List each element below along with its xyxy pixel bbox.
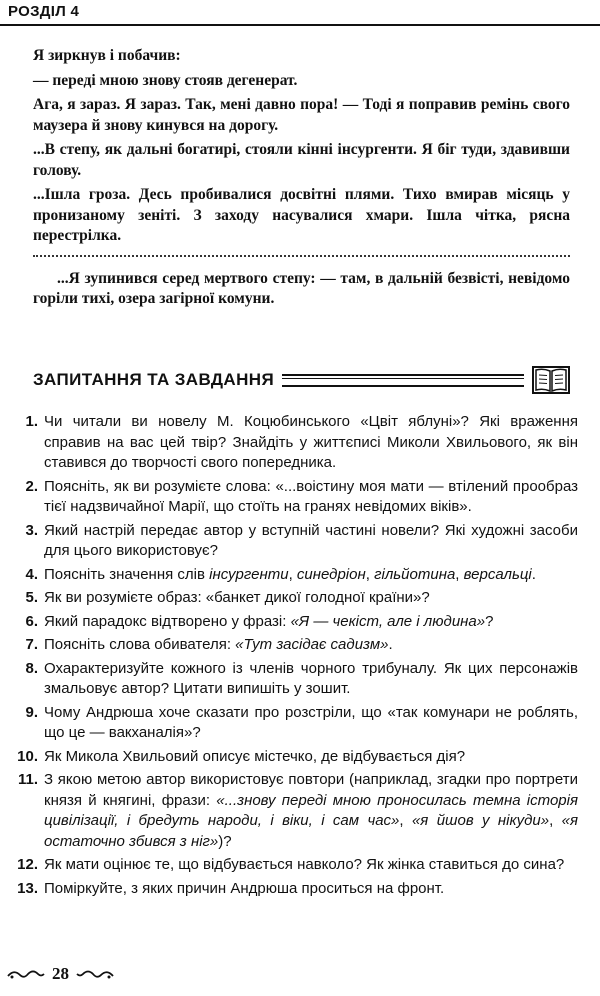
question-item [4, 747, 578, 768]
question-number: 10. [17, 747, 38, 765]
question-fragment: , [549, 812, 562, 829]
question-item [4, 635, 578, 656]
question-text [44, 588, 578, 609]
question-text [44, 879, 578, 900]
question-number: 1. [25, 413, 38, 430]
right-ornament-icon [75, 967, 115, 981]
question-number: 7. [25, 636, 38, 653]
question-fragment: , [365, 565, 375, 583]
question-number: 5. [25, 589, 38, 606]
excerpt-line: ...Ішла гроза. Десь пробивалися досвітні плями. Тихо вмирав місяць у пронизаному зеніті. З заходу насувалися хмари. Ішла чітка, рясна перестрілка. [33, 186, 570, 244]
question-item [4, 879, 578, 900]
question-number: 9. [25, 703, 38, 721]
question-fragment: Поміркуйте, з яких причин Андрюша проситься на фронт. [44, 879, 445, 897]
question-fragment: Охарактеризуйте кожного із членів чорного трибуналу. Як цих персонажів змальовує автор? Цитати випишіть у зошит. [44, 659, 578, 697]
question-emphasis: «я остаточно збився з ніг» [44, 812, 578, 850]
question-fragment: , [455, 565, 464, 583]
question-item [4, 855, 578, 876]
question-fragment: Поясніть слова обивателя: [44, 636, 236, 653]
question-emphasis: «Тут засідає садизм» [235, 636, 389, 653]
page-number: 28 [52, 964, 69, 983]
question-item [4, 703, 578, 744]
question-emphasis: «Я — чекіст, але і людина» [290, 612, 486, 630]
left-ornament-icon [6, 967, 46, 981]
question-item [4, 412, 578, 474]
question-fragment: З якою метою автор використовує повтори (наприклад, згадки про портрети князя й княгині, фрази: [44, 771, 578, 809]
question-fragment: Як мати оцінює те, що відбувається навколо? Як жінка ставиться до сина? [44, 856, 565, 873]
page-footer [6, 962, 115, 986]
excerpt-line: — переді мною знову стояв дегенерат. [33, 71, 298, 89]
excerpt-line: ...В степу, як дальні богатирі, стояли кінні інсургенти. Я біг туди, здавивши голову. [33, 141, 570, 179]
question-fragment: Який парадокс відтворено у фразі: [44, 612, 291, 630]
question-number: 3. [25, 521, 38, 539]
dotted-separator [33, 255, 570, 257]
question-item [4, 612, 578, 633]
header-rule [0, 24, 600, 26]
question-text [44, 412, 578, 474]
question-item [4, 477, 578, 518]
excerpt-text [33, 46, 570, 314]
question-number: 2. [25, 477, 38, 495]
question-list [4, 412, 578, 902]
question-fragment: )? [218, 832, 232, 850]
question-text [44, 770, 578, 852]
section-title: ЗАПИТАННЯ ТА ЗАВДАННЯ [33, 370, 275, 389]
question-fragment: . [531, 565, 536, 583]
excerpt-line: Ага, я зараз. Я зараз. Так, мені давно пора! — Тоді я поправив ремінь свого маузера й знову кинувся на дорогу. [33, 96, 570, 134]
question-text [44, 855, 578, 876]
question-emphasis: «я йшов у нікуди» [411, 812, 550, 829]
question-number: 8. [25, 659, 38, 677]
question-text [44, 703, 578, 744]
question-emphasis: синедріон [296, 565, 366, 583]
section-heading [33, 362, 570, 398]
heading-rule [282, 374, 524, 387]
question-fragment: . [388, 636, 393, 653]
question-text [44, 612, 578, 633]
question-number: 4. [25, 565, 38, 583]
question-fragment: ? [485, 612, 494, 630]
chapter-label: РОЗДІЛ 4 [8, 3, 80, 20]
question-fragment: Чи читали ви новелу М. Коцюбинського «Цвіт яблуні»? Які враження справив на вас цей твір? Знайдіть у життєписі Миколи Хвильового, як він ставився до творчості свого попередника. [44, 413, 578, 471]
question-emphasis: інсургенти [209, 565, 289, 583]
question-number: 12. [17, 856, 38, 873]
question-item [4, 770, 578, 852]
question-emphasis: «...знову переді мною проносилась темна історія цивілізації, і бредуть народи, і віки, і сам час» [44, 791, 578, 829]
question-fragment: Як Микола Хвильовий описує містечко, де відбувається дія? [44, 747, 466, 765]
question-fragment: , [288, 565, 297, 583]
question-number: 6. [25, 612, 38, 630]
question-emphasis: гільйотина [374, 565, 456, 583]
question-number: 13. [17, 879, 38, 897]
question-item [4, 588, 578, 609]
question-number: 11. [17, 771, 38, 788]
question-text [44, 659, 578, 700]
question-text [44, 565, 578, 586]
book-icon [532, 365, 570, 395]
excerpt-line: Я зиркнув і побачив: [33, 47, 181, 64]
question-emphasis: версальці [463, 565, 532, 583]
question-fragment: Який настрій передає автор у вступній частині новели? Які художні засоби для цього використовує? [44, 521, 578, 559]
excerpt-closing: ...Я зупинився серед мертвого степу: — там, в дальній безвісті, невідомо горіли тихі, озера загірної комуни. [33, 269, 570, 307]
question-fragment: Як ви розумієте образ: «банкет дикої голодної країни»? [44, 589, 430, 606]
question-text [44, 747, 578, 768]
question-fragment: Чому Андрюша хоче сказати про розстріли, що «так комунари не роблять, що це — вакханалія»? [44, 703, 578, 741]
question-fragment: Поясніть значення слів [44, 565, 210, 583]
question-text [44, 521, 578, 562]
question-item [4, 521, 578, 562]
question-text [44, 477, 578, 518]
question-text [44, 635, 578, 656]
question-fragment: , [399, 812, 412, 829]
question-fragment: Поясніть, як ви розумієте слова: «...воістину моя мати — втілений прообраз тієї надзвичайної Марії, що стоїть на гранях невідомих віків». [44, 477, 578, 515]
question-item [4, 659, 578, 700]
question-item [4, 565, 578, 586]
